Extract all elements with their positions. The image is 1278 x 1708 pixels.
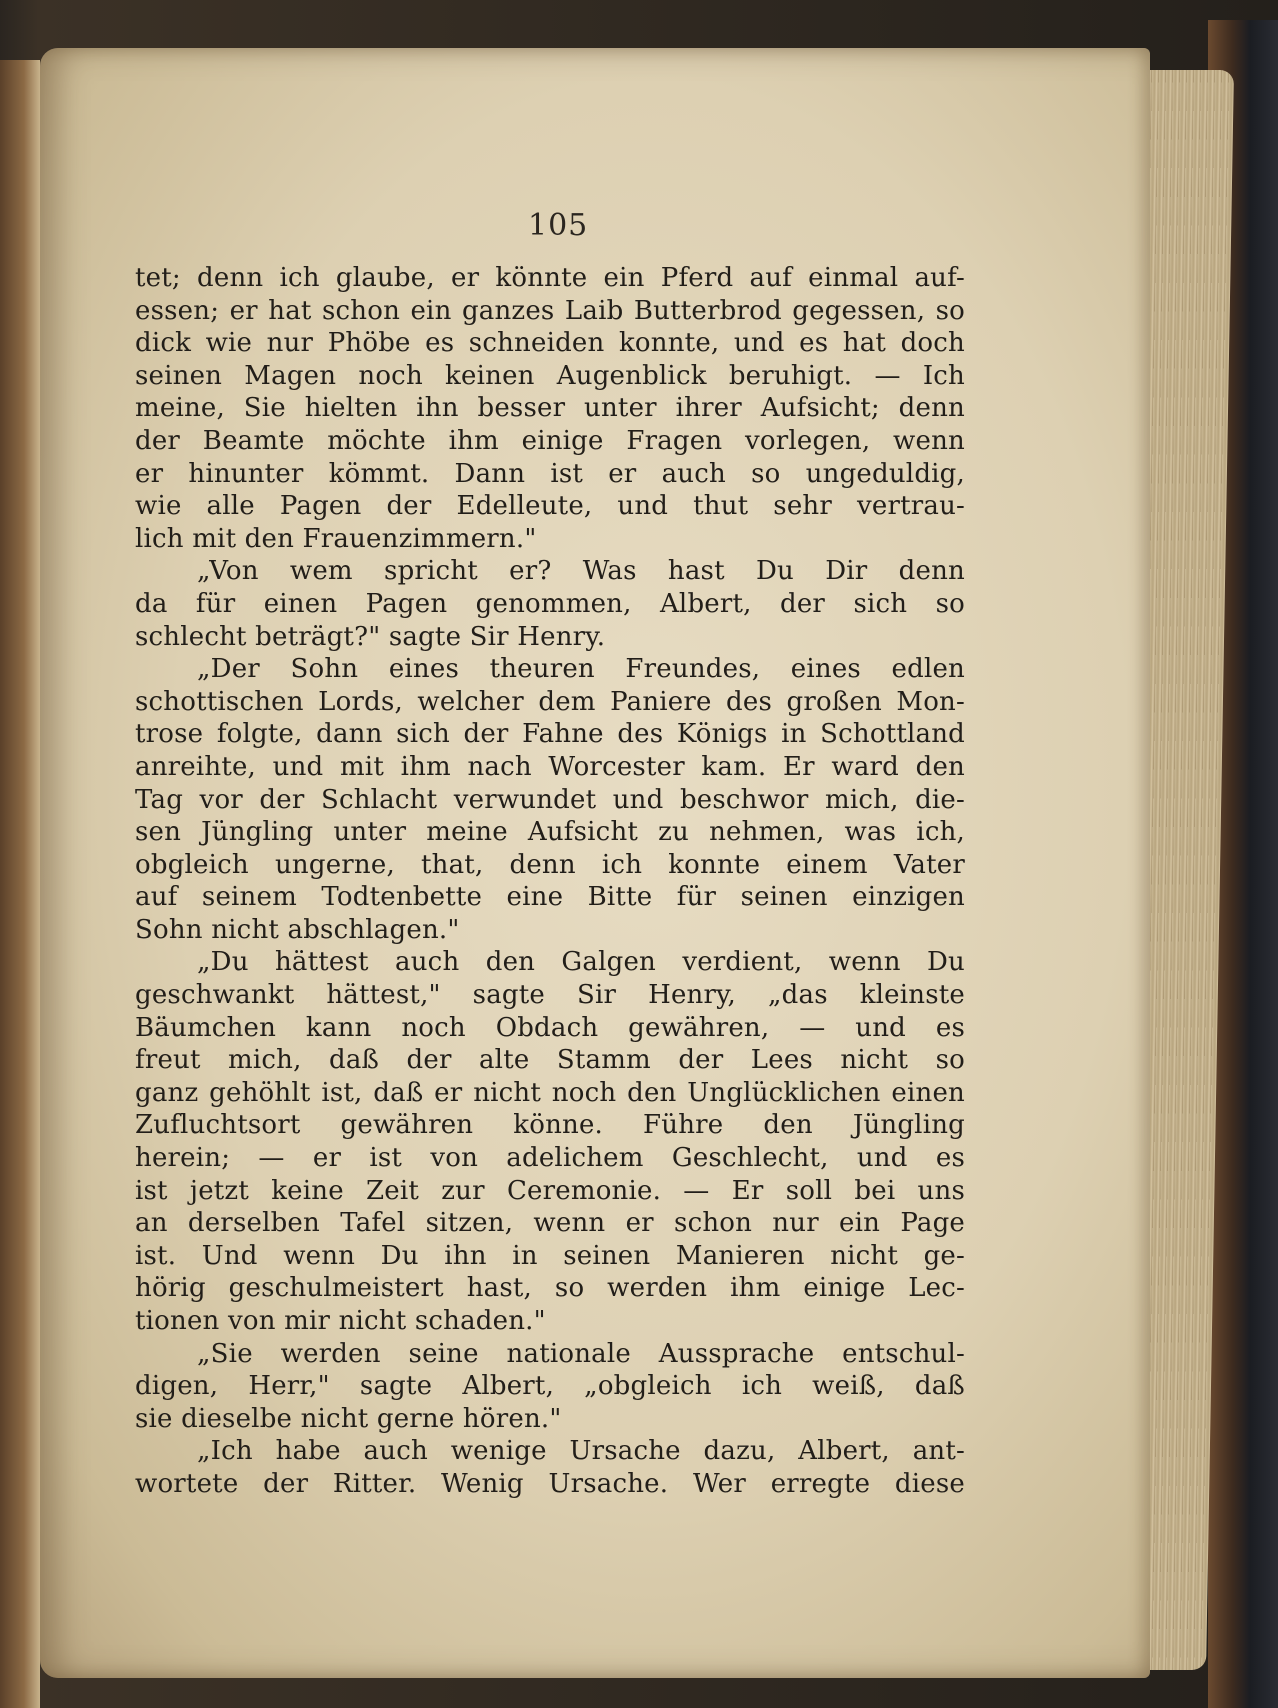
text-line: auf seinem Todtenbette eine Bitte für seinen einzigen (135, 882, 965, 913)
page-text (135, 262, 965, 1501)
text-line: meine, Sie hielten ihn besser unter ihrer Aufsicht; denn (135, 393, 965, 424)
text-line: ist. Und wenn Du ihn in seinen Manieren nicht ge- (135, 1240, 965, 1271)
text-line: schlecht beträgt?" sagte Sir Henry. (135, 621, 606, 652)
text-line: Tag vor der Schlacht verwundet und beschwor mich, die- (135, 784, 965, 815)
text-line: da für einen Pagen genommen, Albert, der sich so (135, 588, 965, 619)
text-line: tet; denn ich glaube, er könnte ein Pferd auf einmal auf- (135, 263, 965, 293)
text-line: seinen Magen noch keinen Augenblick beruhigt. — Ich (135, 360, 965, 391)
text-line: geschwankt hättest," sagte Sir Henry, „das kleinste (135, 980, 965, 1011)
page-number: 105 (528, 208, 589, 243)
text-line: obgleich ungerne, that, denn ich konnte einem Vater (135, 849, 965, 880)
text-line: „Du hättest auch den Galgen verdient, wenn Du (197, 947, 965, 978)
text-line: anreihte, und mit ihm nach Worcester kam. Er ward den (135, 751, 965, 782)
text-line: „Ich habe auch wenige Ursache dazu, Albert, ant- (197, 1436, 965, 1467)
text-line: trose folgte, dann sich der Fahne des Königs in Schottland (135, 719, 965, 750)
text-line: ganz gehöhlt ist, daß er nicht noch den Unglücklichen einen (135, 1077, 965, 1108)
text-line: wortete der Ritter. Wenig Ursache. Wer erregte diese (135, 1468, 965, 1499)
text-line: „Von wem spricht er? Was hast Du Dir denn (197, 556, 965, 587)
book-cover-left-edge (0, 60, 40, 1708)
text-line: sen Jüngling unter meine Aufsicht zu nehmen, was ich, (135, 817, 965, 848)
text-line: lich mit den Frauenzimmern." (135, 523, 537, 554)
text-line: essen; er hat schon ein ganzes Laib Butterbrod gegessen, so (135, 295, 965, 326)
book-page (40, 48, 1150, 1678)
text-line: tionen von mir nicht schaden." (135, 1306, 546, 1336)
text-line: wie alle Pagen der Edelleute, und thut sehr vertrau- (135, 491, 965, 522)
text-line: Zufluchtsort gewähren könne. Führe den Jüngling (135, 1110, 965, 1141)
text-line: hörig geschulmeistert hast, so werden ihm einige Lec- (135, 1273, 965, 1304)
text-line: Bäumchen kann noch Obdach gewähren, — und es (135, 1012, 965, 1043)
text-line: schottischen Lords, welcher dem Paniere des großen Mon- (135, 686, 965, 717)
text-line: „Sie werden seine nationale Aussprache entschul- (197, 1338, 965, 1369)
text-line: dick wie nur Phöbe es schneiden konnte, und es hat doch (135, 328, 965, 359)
text-line: sie dieselbe nicht gerne hören." (135, 1403, 562, 1434)
text-line: „Der Sohn eines theuren Freundes, eines edlen (197, 654, 965, 685)
text-line: freut mich, daß der alte Stamm der Lees nicht so (135, 1045, 965, 1076)
text-line: herein; — er ist von adelichem Geschlecht, und es (135, 1143, 965, 1174)
text-line: ist jetzt keine Zeit zur Ceremonie. — Er soll bei uns (135, 1175, 965, 1206)
text-line: an derselben Tafel sitzen, wenn er schon nur ein Page (135, 1208, 965, 1239)
text-line: digen, Herr," sagte Albert, „obgleich ich weiß, daß (135, 1371, 965, 1402)
text-line: Sohn nicht abschlagen." (135, 914, 460, 945)
text-line: er hinunter kömmt. Dann ist er auch so ungeduldig, (135, 458, 965, 489)
text-line: der Beamte möchte ihm einige Fragen vorlegen, wenn (135, 425, 965, 456)
